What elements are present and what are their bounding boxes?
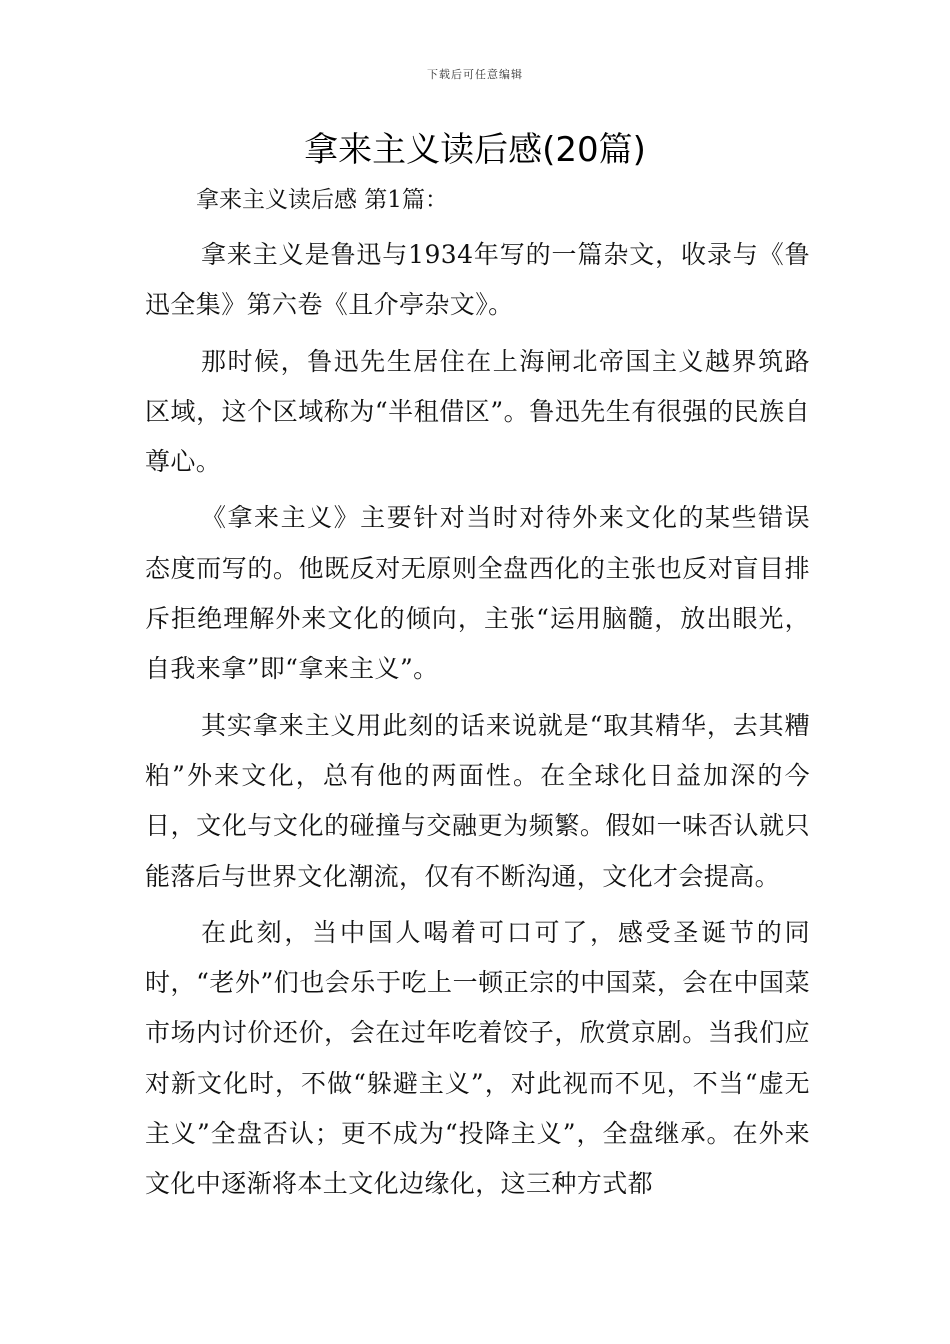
- paragraph: 那时候，鲁迅先生居住在上海闸北帝国主义越界筑路区域，这个区域称为“半租借区”。鲁迅先生有很强的民族自尊心。: [145, 346, 810, 477]
- paragraph: 其实拿来主义用此刻的话来说就是“取其精华，去其糟粕”外来文化，总有他的两面性。在全球化日益加深的今日，文化与文化的碰撞与交融更为频繁。假如一味否认就只能落后与世界文化潮流，仅有不断沟通，文化才会提高。: [145, 710, 810, 891]
- section-subtitle: 拿来主义读后感 第1篇：: [196, 187, 448, 213]
- paragraph: 在此刻，当中国人喝着可口可了，感受圣诞节的同时，“老外”们也会乐于吃上一顿正宗的中国菜，会在中国菜市场内讨价还价，会在过年吃着饺子，欣赏京剧。当我们应对新文化时，不做“躲避主义”，对此视而不见，不当“虚无主义”全盘否认；更不成为“投降主义”，全盘继承。在外来文化中逐渐将本土文化边缘化，这三种方式都: [145, 917, 810, 1199]
- paragraph: 拿来主义是鲁迅与1934年写的一篇杂文，收录与《鲁迅全集》第六卷《且介亭杂文》。: [145, 240, 810, 320]
- document-title: 拿来主义读后感(20篇): [304, 130, 646, 170]
- document-body: [145, 230, 810, 1216]
- header-note: 下载后可任意编辑: [427, 68, 523, 81]
- paragraph: 《拿来主义》主要针对当时对待外来文化的某些错误态度而写的。他既反对无原则全盘西化的主张也反对盲目排斥拒绝理解外来文化的倾向，主张“运用脑髓，放出眼光，自我来拿”即“拿来主义”。: [145, 503, 810, 684]
